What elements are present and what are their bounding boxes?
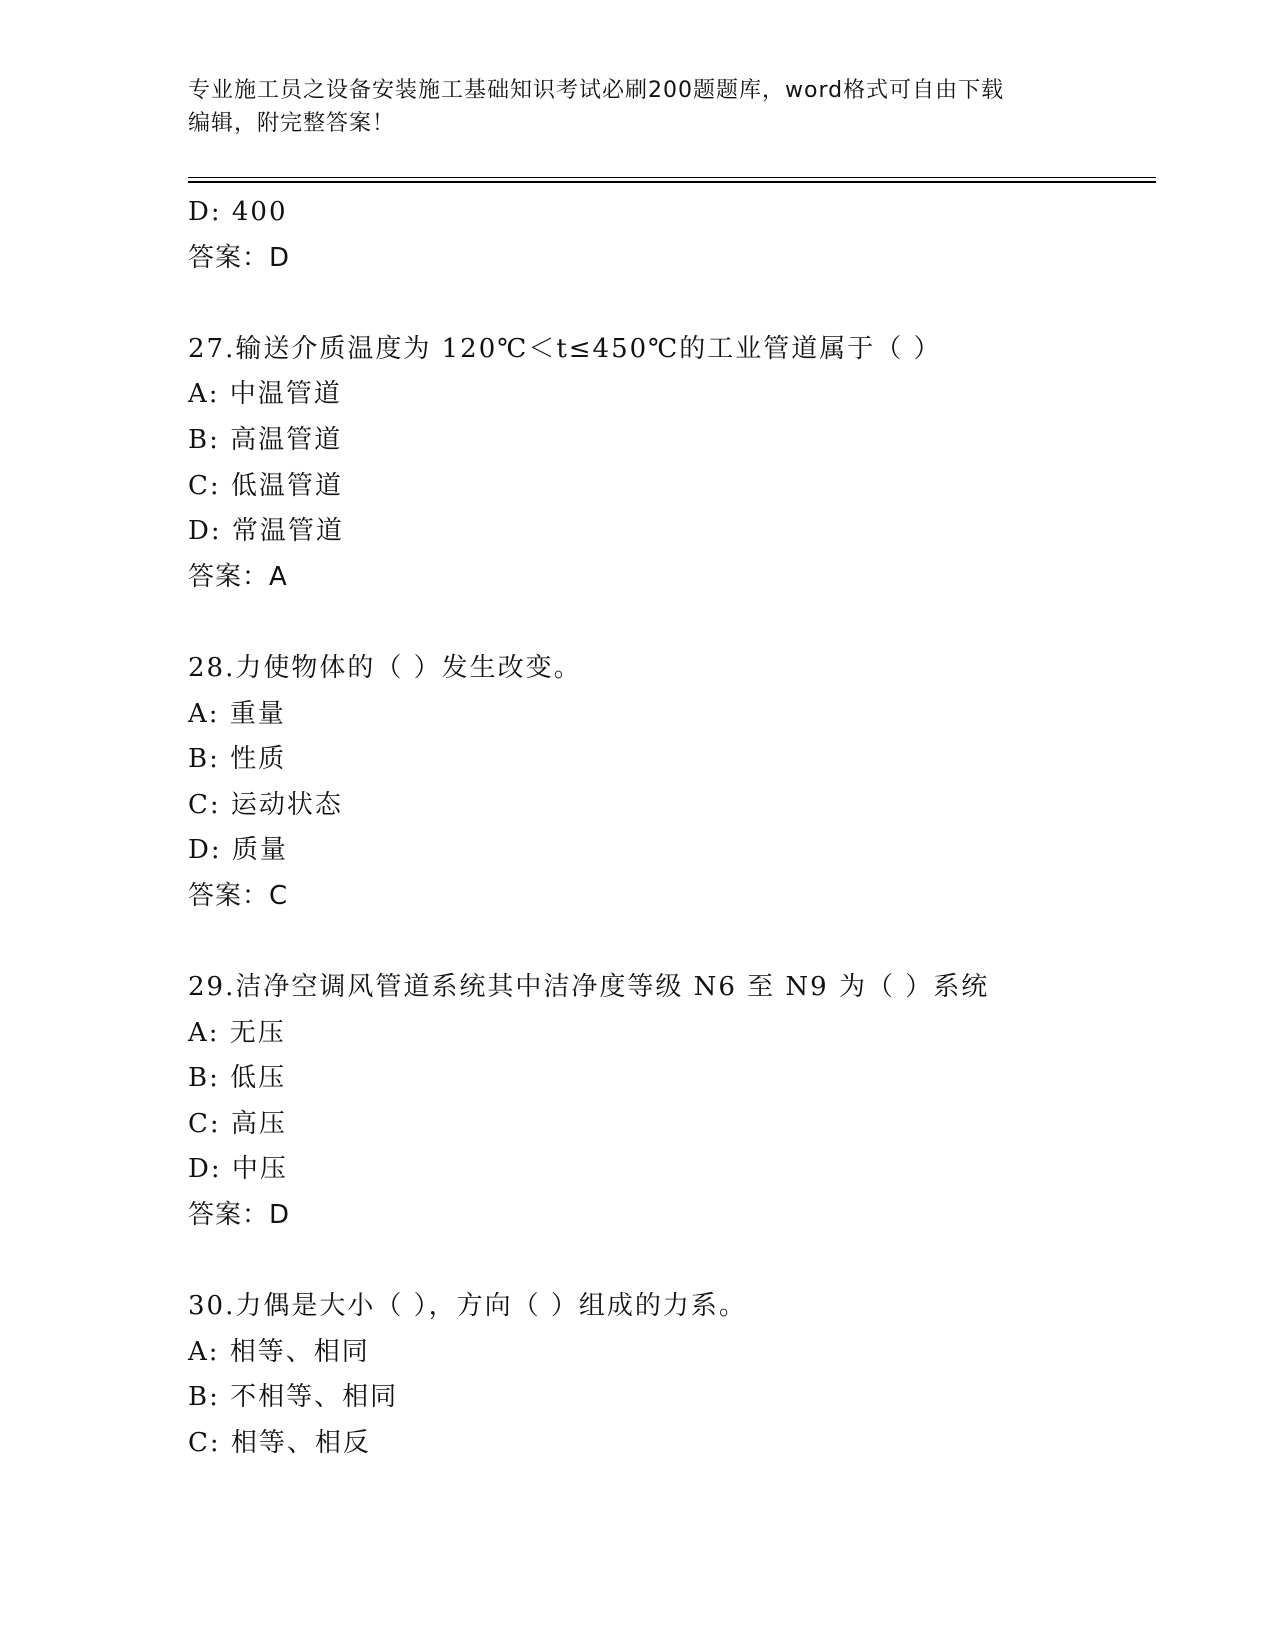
answer-line: 答案：D xyxy=(188,242,291,273)
option-a: A: 中温管道 xyxy=(188,379,342,410)
option-c: C: 高压 xyxy=(188,1108,287,1139)
answer-line: 答案：D xyxy=(188,1200,291,1231)
question-27 xyxy=(188,327,1156,601)
option-d: D: 400 xyxy=(188,197,288,227)
spacer xyxy=(188,1239,1156,1285)
question-stem: 27.输送介质温度为 120℃＜t≤450℃的工业管道属于（ ） xyxy=(188,333,942,364)
option-b: B: 性质 xyxy=(188,744,287,775)
option-a: A: 相等、相同 xyxy=(188,1336,370,1367)
option-c: C: 运动状态 xyxy=(188,789,343,820)
option-c: C: 低温管道 xyxy=(188,470,343,501)
option-b: B: 高温管道 xyxy=(188,424,343,455)
question-stem: 28.力使物体的（ ）发生改变。 xyxy=(188,652,582,683)
option-c: C: 相等、相反 xyxy=(188,1428,371,1459)
option-a: A: 重量 xyxy=(188,698,286,729)
question-28 xyxy=(188,646,1156,920)
answer-line: 答案：C xyxy=(188,880,289,911)
option-b: B: 不相等、相同 xyxy=(188,1382,399,1413)
option-a: A: 无压 xyxy=(188,1017,286,1048)
header-divider-thin xyxy=(188,177,1156,178)
spacer xyxy=(188,600,1156,646)
header-title-line-1: 专业施工员之设备安装施工基础知识考试必刷200题题库，word格式可自由下载 xyxy=(188,78,1005,103)
spacer xyxy=(188,281,1156,327)
question-stem: 29.洁净空调风管道系统其中洁净度等级 N6 至 N9 为（ ）系统 xyxy=(188,972,990,1003)
header-divider-thick xyxy=(188,181,1156,183)
question-29 xyxy=(188,965,1156,1239)
question-stem: 30.力偶是大小（ ），方向（ ）组成的力系。 xyxy=(188,1291,747,1322)
spacer xyxy=(188,920,1156,966)
option-d: D: 中压 xyxy=(188,1154,288,1185)
option-b: B: 低压 xyxy=(188,1063,287,1094)
document-header xyxy=(188,74,1068,140)
option-d: D: 常温管道 xyxy=(188,516,344,547)
answer-line: 答案：A xyxy=(188,561,288,592)
option-d: D: 质量 xyxy=(188,835,288,866)
header-title-line-2: 编辑，附完整答案！ xyxy=(188,111,396,136)
question-list xyxy=(188,190,1156,1467)
question-30 xyxy=(188,1284,1156,1466)
